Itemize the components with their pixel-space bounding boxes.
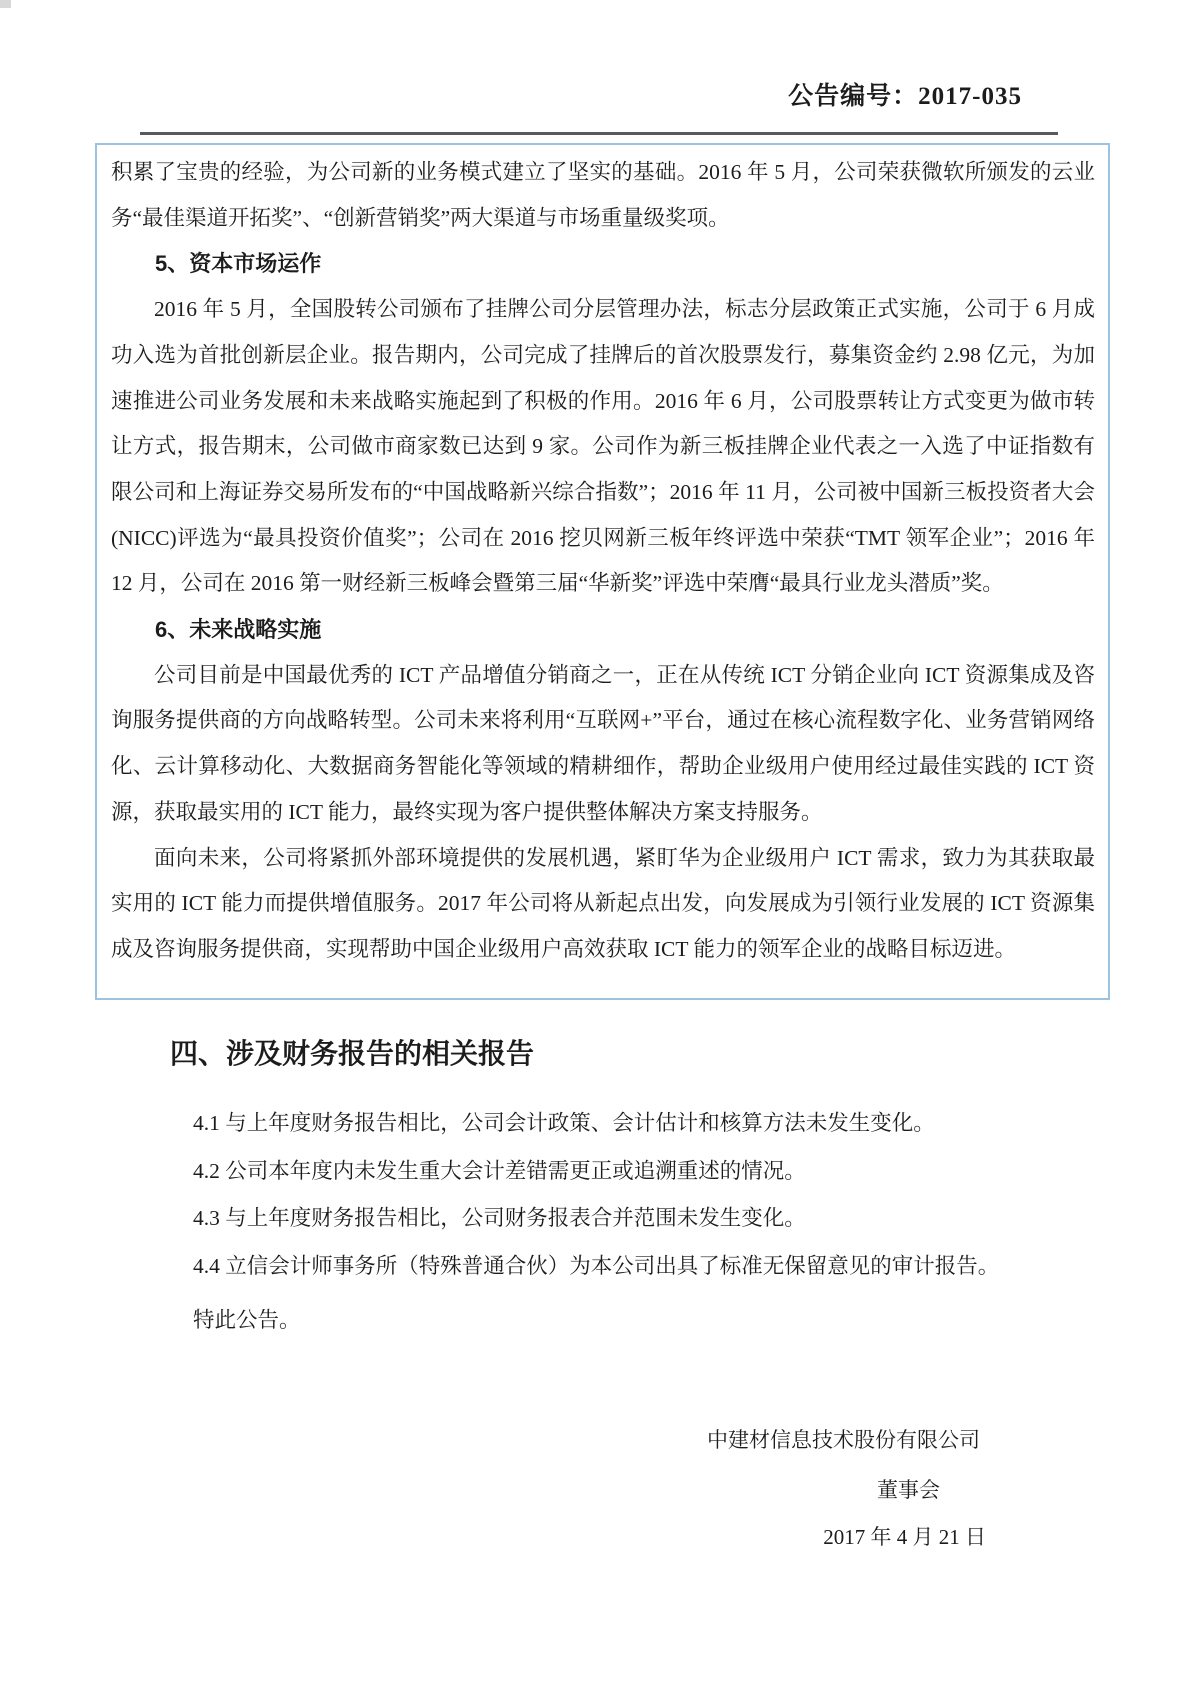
heading-capital-market: 5、资本市场运作	[155, 251, 322, 277]
header-rule	[140, 132, 1058, 135]
report-item: 4.1 与上年度财务报告相比，公司会计政策、会计估计和核算方法未发生变化。	[193, 1111, 935, 1135]
heading-future-strategy: 6、未来战略实施	[155, 617, 322, 643]
doc-number: 公告编号：2017-035	[788, 83, 1022, 110]
report-item-list	[193, 1100, 1073, 1290]
signature-date: 2017 年 4 月 21 日	[823, 1525, 986, 1549]
paragraph-future-strategy-2: 面向未来，公司将紧抓外部环境提供的发展机遇，紧盯华为企业级用户 ICT 需求，致力为其获取最实用的 ICT 能力而提供增值服务。2017 年公司将从新起点出发，向发展成为引领行业发展的 ICT 资源集成及咨询服务提供商，实现帮助中国企业级用户高效获取 ICT 能力的领军企业的战略目标迈进。	[111, 845, 1095, 961]
report-item: 4.3 与上年度财务报告相比，公司财务报表合并范围未发生变化。	[193, 1206, 806, 1230]
closing-note: 特此公告。	[193, 1308, 301, 1332]
paragraph-awards-continuation: 积累了宝贵的经验，为公司新的业务模式建立了坚实的基础。2016 年 5 月，公司荣获微软所颁发的云业务“最佳渠道开拓奖”、“创新营销奖”两大渠道与市场重量级奖项。	[111, 160, 1095, 230]
signature-company: 中建材信息技术股份有限公司	[707, 1428, 980, 1452]
signature-board: 董事会	[877, 1478, 940, 1502]
section-title-financial-reports: 四、涉及财务报告的相关报告	[170, 1038, 535, 1069]
highlight-box	[95, 143, 1110, 1000]
report-item: 4.4 立信会计师事务所（特殊普通合伙）为本公司出具了标准无保留意见的审计报告。	[193, 1253, 1000, 1278]
scan-corner-artifact	[0, 0, 11, 8]
paragraph-future-strategy-1: 公司目前是中国最优秀的 ICT 产品增值分销商之一，正在从传统 ICT 分销企业向 ICT 资源集成及咨询服务提供商的方向战略转型。公司未来将利用“互联网+”平台，通过在核心流程数字化、业务营销网络化、云计算移动化、大数据商务智能化等领域的精耕细作，帮助企业级用户使用经过最佳实践的 ICT 资源，获取最实用的 ICT 能力，最终实现为客户提供整体解决方案支持服务。	[111, 662, 1095, 824]
paragraph-capital-market: 2016 年 5 月，全国股转公司颁布了挂牌公司分层管理办法，标志分层政策正式实施，公司于 6 月成功入选为首批创新层企业。报告期内，公司完成了挂牌后的首次股票发行，募集资金约 2.98 亿元，为加速推进公司业务发展和未来战略实施起到了积极的作用。2016 年 6 月，公司股票转让方式变更为做市转让方式，报告期末，公司做市商家数已达到 9 家。公司作为新三板挂牌企业代表之一入选了中证指数有限公司和上海证券交易所发布的“中国战略新兴综合指数”；2016 年 11 月，公司被中国新三板投资者大会(NICC)评选为“最具投资价值奖”；公司在 2016 挖贝网新三板年终评选中荣获“TMT 领军企业”；2016 年 12 月，公司在 2016 第一财经新三板峰会暨第三届“华新奖”评选中荣膺“最具行业龙头潜质”奖。	[111, 297, 1095, 596]
report-item: 4.2 公司本年度内未发生重大会计差错需更正或追溯重述的情况。	[193, 1158, 806, 1183]
